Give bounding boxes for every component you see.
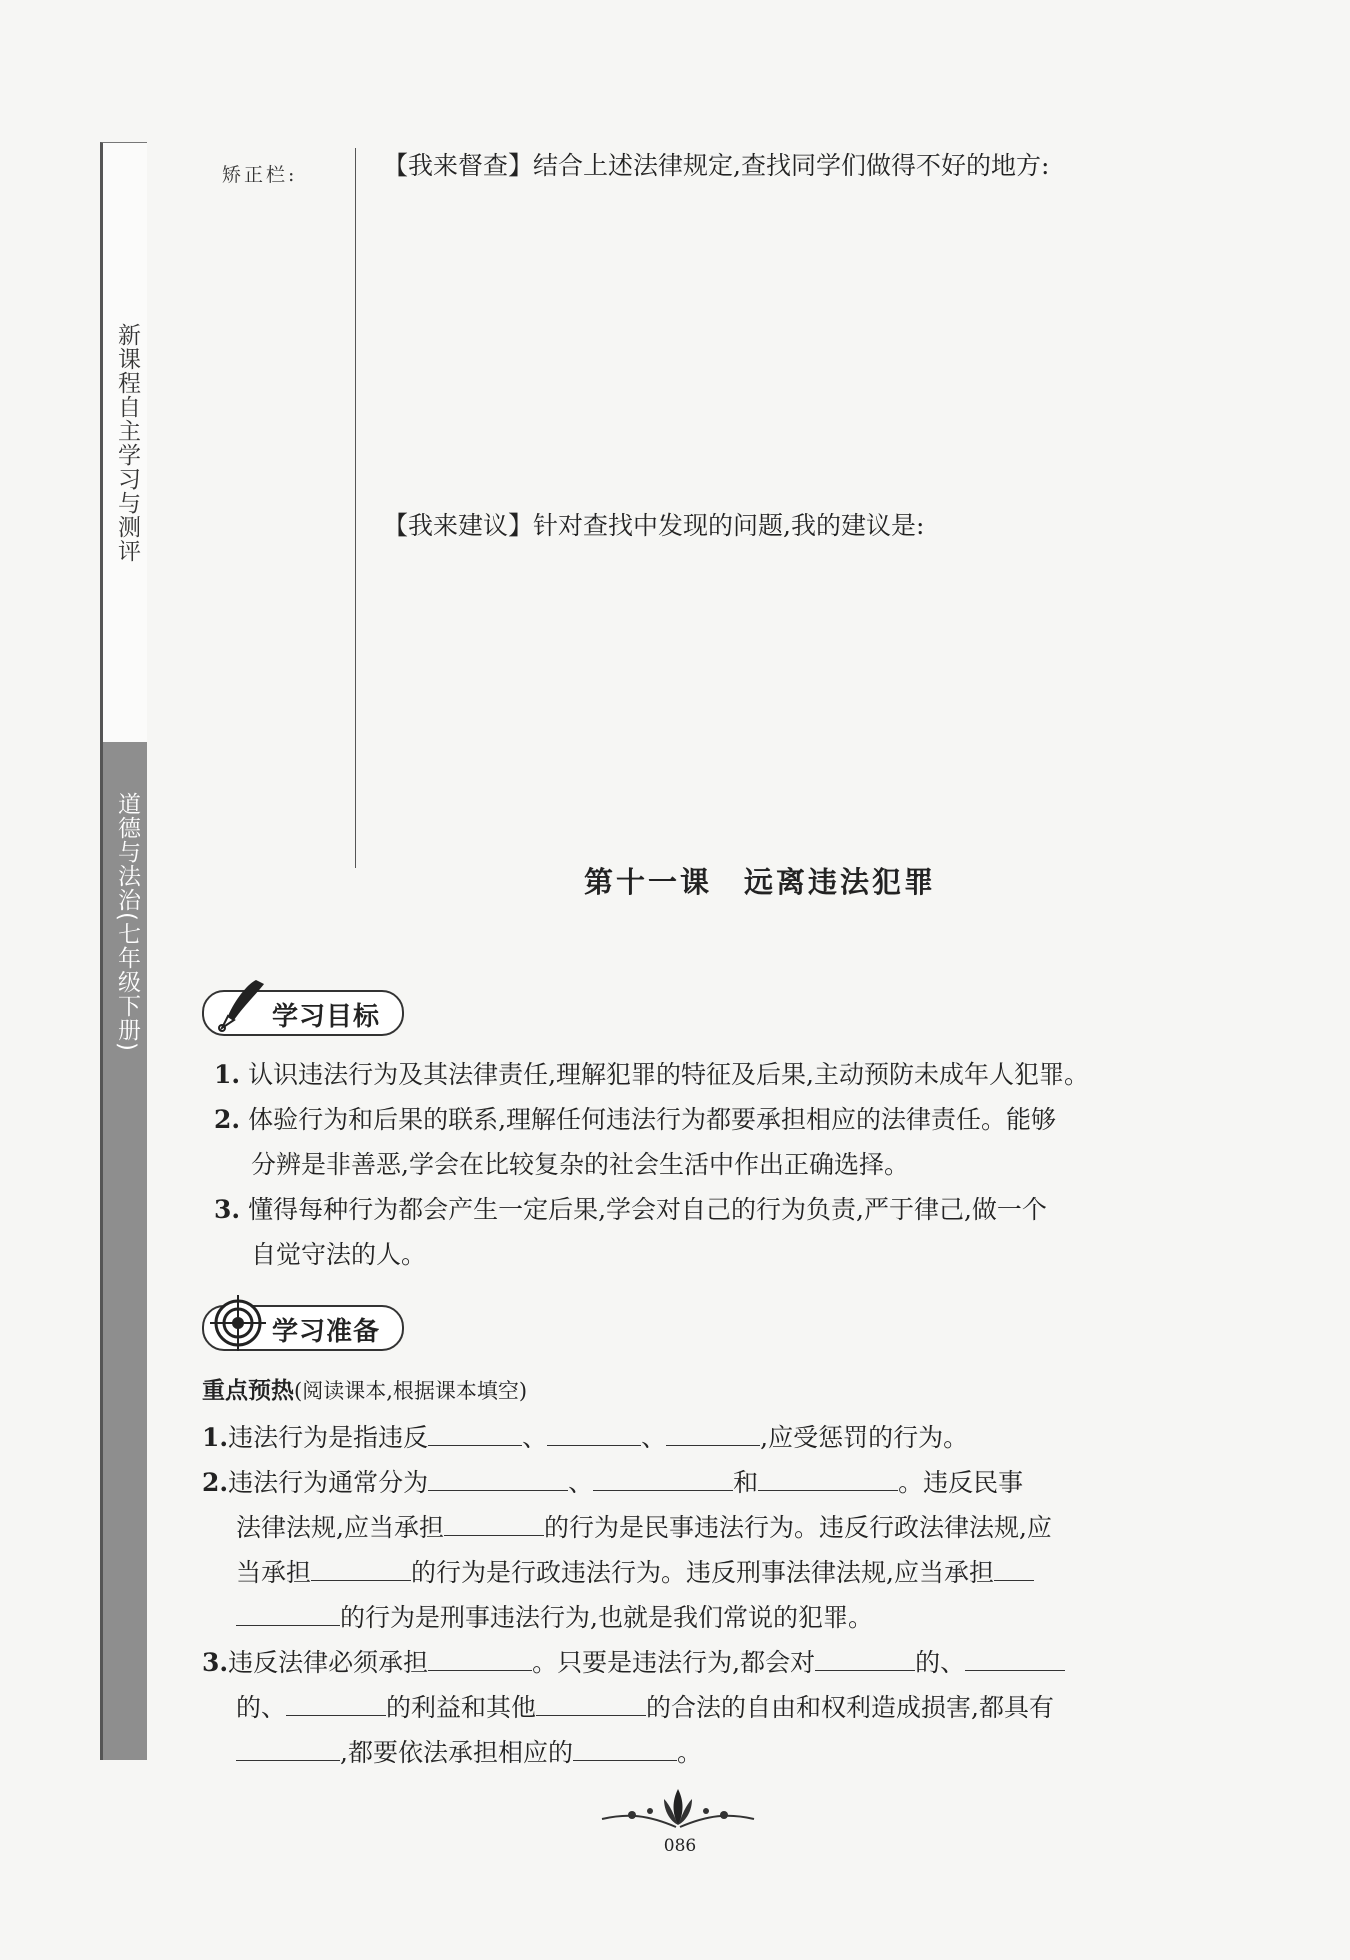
question-text: 违反法律必须承担 bbox=[228, 1648, 429, 1677]
question-text: 、 bbox=[641, 1423, 667, 1452]
goal-item-2 bbox=[214, 1100, 1056, 1136]
correction-column-divider bbox=[355, 148, 356, 868]
question-text: 当承担 bbox=[236, 1558, 312, 1587]
question-text: 的、 bbox=[915, 1648, 966, 1677]
question-text: 。违反民事 bbox=[898, 1468, 1024, 1497]
prep-subheading-bold: 重点预热 bbox=[202, 1378, 294, 1404]
floral-ornament-icon bbox=[598, 1785, 758, 1835]
question-text: 和 bbox=[733, 1468, 759, 1497]
question-text: 法律法规,应当承担 bbox=[236, 1513, 444, 1542]
prep-question-2-line-4 bbox=[236, 1598, 873, 1634]
fill-blank[interactable] bbox=[444, 1513, 544, 1536]
sidebar-series-title: 新课程自主学习与测评 bbox=[114, 323, 140, 563]
fill-blank[interactable] bbox=[311, 1558, 411, 1581]
prep-question-1 bbox=[202, 1418, 968, 1454]
target-icon bbox=[208, 1291, 270, 1353]
question-text: 、 bbox=[568, 1468, 594, 1497]
question-text: 。 bbox=[676, 1738, 702, 1767]
prep-question-3 bbox=[202, 1643, 1065, 1679]
question-text: 的行为是民事违法行为。违反行政法律法规,应 bbox=[543, 1513, 1052, 1542]
fill-blank[interactable] bbox=[428, 1648, 532, 1671]
goal-item-1 bbox=[214, 1055, 1089, 1091]
supervise-prompt: 【我来督查】结合上述法律规定,查找同学们做得不好的地方: bbox=[383, 151, 1050, 180]
fill-blank[interactable] bbox=[236, 1603, 340, 1626]
question-text: ,应受惩罚的行为。 bbox=[760, 1423, 969, 1452]
question-text: 的行为是行政违法行为。违反刑事法律法规,应当承担 bbox=[411, 1558, 994, 1587]
goal-text: 懂得每种行为都会产生一定后果,学会对自己的行为负责,严于律己,做一个 bbox=[248, 1195, 1047, 1224]
fill-blank[interactable] bbox=[547, 1423, 641, 1446]
goal-number: 2. bbox=[214, 1105, 241, 1134]
fill-blank[interactable] bbox=[965, 1648, 1065, 1671]
learning-goals-badge bbox=[202, 990, 404, 1036]
prep-question-2-line-3 bbox=[236, 1553, 1034, 1589]
goal-item-3 bbox=[214, 1190, 1047, 1226]
learning-prep-badge bbox=[202, 1305, 404, 1351]
question-text: ,都要依法承担相应的 bbox=[340, 1738, 573, 1767]
prep-subheading bbox=[202, 1372, 527, 1405]
goal-item-2-cont: 分辨是非善恶,学会在比较复杂的社会生活中作出正确选择。 bbox=[251, 1150, 909, 1179]
fill-blank[interactable] bbox=[536, 1693, 646, 1716]
fill-blank[interactable] bbox=[815, 1648, 915, 1671]
prep-question-2 bbox=[202, 1463, 1023, 1499]
suggest-prompt: 【我来建议】针对查找中发现的问题,我的建议是: bbox=[383, 511, 925, 540]
goal-number: 1. bbox=[214, 1060, 241, 1089]
question-text: 的行为是刑事违法行为,也就是我们常说的犯罪。 bbox=[340, 1603, 873, 1632]
fill-blank[interactable] bbox=[428, 1423, 522, 1446]
learning-prep-heading: 学习准备 bbox=[272, 1317, 381, 1347]
question-text: 的利益和其他 bbox=[386, 1693, 537, 1722]
goal-text: 体验行为和后果的联系,理解任何违法行为都要承担相应的法律责任。能够 bbox=[248, 1105, 1057, 1134]
correction-column-label: 矫正栏: bbox=[222, 164, 298, 186]
page-number: 086 bbox=[663, 1836, 697, 1856]
fill-blank[interactable] bbox=[666, 1423, 760, 1446]
prep-question-3-line-3 bbox=[236, 1733, 702, 1769]
goal-number: 3. bbox=[214, 1195, 241, 1224]
question-text: 违法行为通常分为 bbox=[228, 1468, 429, 1497]
question-text: 、 bbox=[522, 1423, 548, 1452]
question-text: 的、 bbox=[236, 1693, 287, 1722]
question-text: 。只要是违法行为,都会对 bbox=[532, 1648, 816, 1677]
lesson-title: 第十一课 远离违法犯罪 bbox=[583, 865, 936, 899]
prep-question-3-line-2 bbox=[236, 1688, 1054, 1724]
question-text: 违法行为是指违反 bbox=[228, 1423, 429, 1452]
fill-blank[interactable] bbox=[593, 1468, 733, 1491]
question-number: 3. bbox=[202, 1648, 229, 1677]
sidebar-subject-title: 道德与法治(七年级下册) bbox=[114, 792, 140, 1052]
question-text: 的合法的自由和权利造成损害,都具有 bbox=[646, 1693, 1054, 1722]
fill-blank[interactable] bbox=[286, 1693, 386, 1716]
question-number: 2. bbox=[202, 1468, 229, 1497]
prep-subheading-note: (阅读课本,根据课本填空) bbox=[294, 1379, 528, 1403]
question-number: 1. bbox=[202, 1423, 229, 1452]
learning-goals-heading: 学习目标 bbox=[272, 1002, 381, 1032]
goal-text: 认识违法行为及其法律责任,理解犯罪的特征及后果,主动预防未成年人犯罪。 bbox=[248, 1060, 1089, 1089]
prep-question-2-line-2 bbox=[236, 1508, 1052, 1544]
goal-item-3-cont: 自觉守法的人。 bbox=[251, 1240, 427, 1269]
fill-blank[interactable] bbox=[758, 1468, 898, 1491]
fill-blank[interactable] bbox=[428, 1468, 568, 1491]
fill-blank[interactable] bbox=[994, 1558, 1034, 1581]
fill-blank[interactable] bbox=[573, 1738, 677, 1761]
pen-icon bbox=[208, 976, 270, 1038]
sidebar-series-panel bbox=[100, 142, 147, 743]
fill-blank[interactable] bbox=[236, 1738, 340, 1761]
